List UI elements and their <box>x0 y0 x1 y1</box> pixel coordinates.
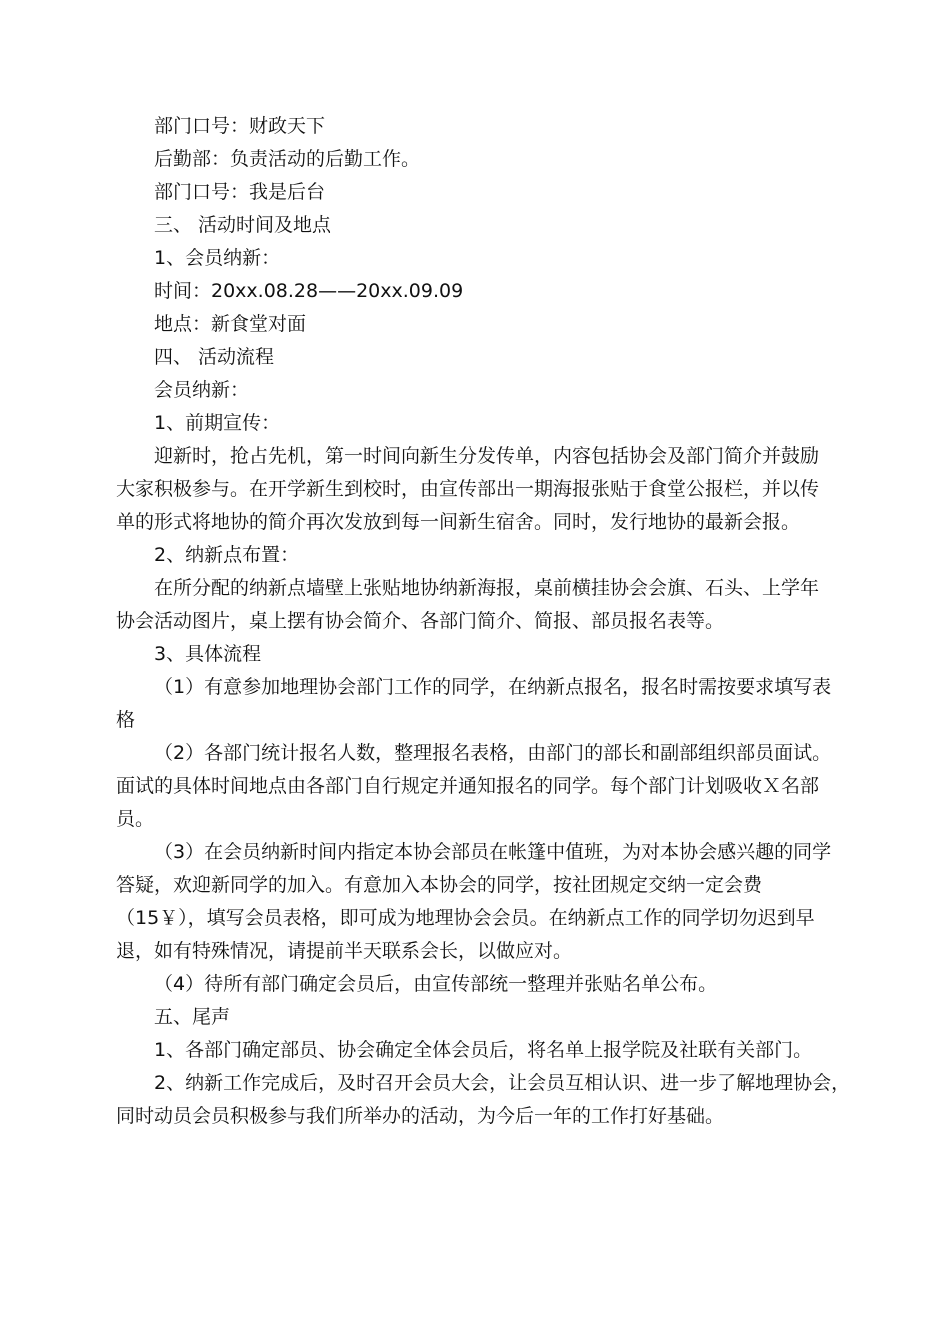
text-line: 面试的具体时间地点由各部门自行规定并通知报名的同学。每个部门计划吸收Ｘ名部 <box>116 775 820 797</box>
text-line: 大家积极参与。在开学新生到校时，由宣传部出一期海报张贴于食堂公报栏，并以传 <box>116 478 820 500</box>
text-line: （15￥），填写会员表格，即可成为地理协会会员。在纳新点工作的同学切勿迟到早 <box>116 907 815 929</box>
text-line: （3）在会员纳新时间内指定本协会部员在帐篷中值班，为对本协会感兴趣的同学 <box>154 841 832 863</box>
text-line: 在所分配的纳新点墙壁上张贴地协纳新海报，桌前横挂协会会旗、石头、上学年 <box>154 577 820 599</box>
text-line: 格 <box>116 709 136 731</box>
text-line: 同时动员会员积极参与我们所举办的活动，为今后一年的工作打好基础。 <box>116 1105 725 1127</box>
text-line: 2、纳新点布置： <box>154 544 300 566</box>
section-heading: 四、 活动流程 <box>154 346 275 368</box>
text-line: 地点：新食堂对面 <box>154 313 307 335</box>
text-line: 2、纳新工作完成后，及时召开会员大会，让会员互相认识、进一步了解地理协会， <box>154 1072 851 1094</box>
text-line: 后勤部：负责活动的后勤工作。 <box>154 148 421 170</box>
text-line: （2）各部门统计报名人数，整理报名表格，由部门的部长和副部组织部员面试。 <box>154 742 832 764</box>
text-line: 1、各部门确定部员、协会确定全体会员后，将名单上报学院及社联有关部门。 <box>154 1039 813 1061</box>
text-line: 员。 <box>116 808 155 830</box>
text-line: 会员纳新： <box>154 379 250 401</box>
text-line: 退，如有特殊情况，请提前半天联系会长，以做应对。 <box>116 940 573 962</box>
text-line: 部门口号：我是后台 <box>154 181 326 203</box>
section-heading: 五、尾声 <box>154 1006 231 1028</box>
text-line: （4）待所有部门确定会员后，由宣传部统一整理并张贴名单公布。 <box>154 973 718 995</box>
text-line: （1）有意参加地理协会部门工作的同学，在纳新点报名，报名时需按要求填写表 <box>154 676 832 698</box>
text-line: 3、具体流程 <box>154 643 262 665</box>
text-line: 部门口号：财政天下 <box>154 115 326 137</box>
text-line: 答疑，欢迎新同学的加入。有意加入本协会的同学，按社团规定交纳一定会费 <box>116 874 763 896</box>
text-line: 时间：20xx.08.28——20xx.09.09 <box>154 280 464 302</box>
text-line: 单的形式将地协的简介再次发放到每一间新生宿舍。同时，发行地协的最新会报。 <box>116 511 801 533</box>
text-line: 1、会员纳新： <box>154 247 281 269</box>
text-line: 1、前期宣传： <box>154 412 281 434</box>
text-line: 迎新时，抢占先机，第一时间向新生分发传单，内容包括协会及部门简介并鼓励 <box>154 445 820 467</box>
section-heading: 三、 活动时间及地点 <box>154 214 332 236</box>
text-line: 协会活动图片，桌上摆有协会简介、各部门简介、简报、部员报名表等。 <box>116 610 725 632</box>
